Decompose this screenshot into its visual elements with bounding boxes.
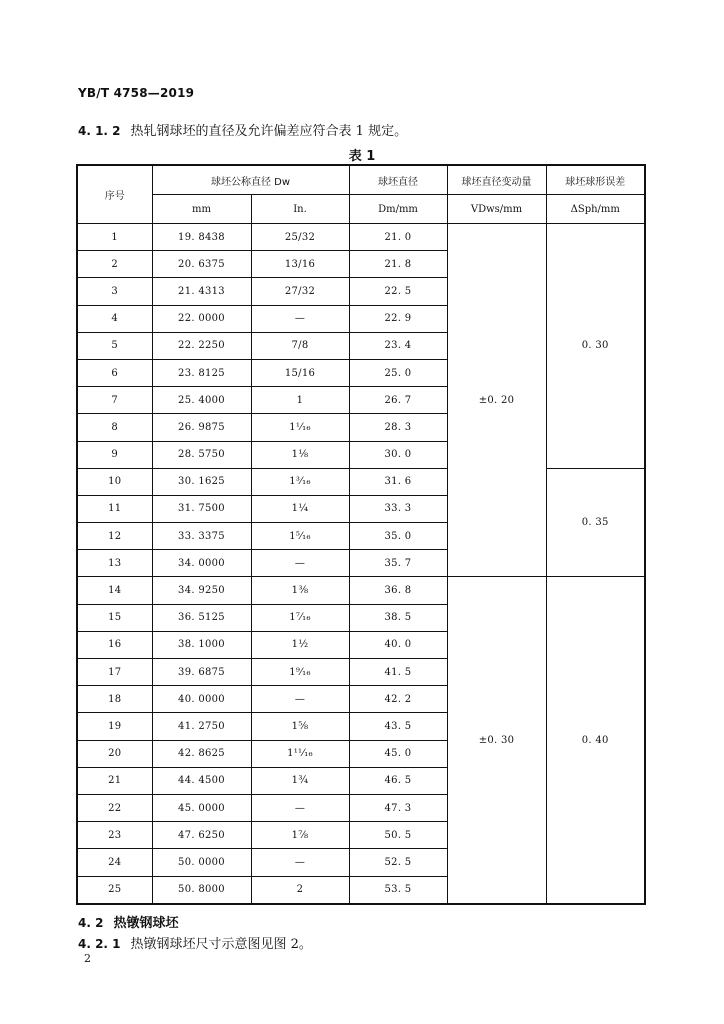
cell-blank-diameter: 40. 0 (349, 631, 447, 658)
cell-nominal-inch: 1½ (251, 631, 349, 658)
cell-seq: 4 (77, 305, 152, 332)
cell-nominal-mm: 42. 8625 (152, 740, 251, 767)
cell-nominal-mm: 39. 6875 (152, 659, 251, 686)
cell-nominal-mm: 25. 4000 (152, 387, 251, 414)
clause-number: 4. 2. 1 (78, 937, 121, 951)
cell-seq: 9 (77, 441, 152, 468)
cell-nominal-mm: 19. 8438 (152, 224, 251, 251)
cell-blank-diameter: 28. 3 (349, 414, 447, 441)
cell-seq: 11 (77, 495, 152, 522)
clause-heading: 热镦钢球坯 (113, 916, 179, 931)
cell-nominal-mm: 47. 6250 (152, 822, 251, 849)
cell-nominal-mm: 20. 6375 (152, 251, 251, 278)
cell-nominal-inch: 1⁹⁄₁₆ (251, 659, 349, 686)
cell-nominal-mm: 28. 5750 (152, 441, 251, 468)
clause-text: 热镦钢球坯尺寸示意图见图 2。 (130, 937, 312, 952)
cell-nominal-inch: — (251, 686, 349, 713)
cell-blank-diameter: 33. 3 (349, 495, 447, 522)
clause-number: 4. 1. 2 (78, 124, 121, 138)
table-row (77, 468, 645, 495)
table-row (77, 224, 645, 251)
cell-seq: 25 (77, 876, 152, 904)
subheader-variation-unit: VDws/mm (447, 195, 546, 224)
header-nominal-diameter: 球坯公称直径 Dw (152, 165, 349, 195)
cell-nominal-inch: 1⅜ (251, 577, 349, 604)
cell-nominal-mm: 50. 8000 (152, 876, 251, 904)
cell-nominal-inch: 1⅛ (251, 441, 349, 468)
cell-nominal-inch: 13/16 (251, 251, 349, 278)
cell-nominal-mm: 22. 2250 (152, 332, 251, 359)
cell-seq: 10 (77, 468, 152, 495)
cell-blank-diameter: 22. 5 (349, 278, 447, 305)
cell-blank-diameter: 35. 0 (349, 523, 447, 550)
cell-nominal-inch: 1⅞ (251, 822, 349, 849)
cell-nominal-inch: 1 (251, 387, 349, 414)
cell-seq: 13 (77, 550, 152, 577)
cell-blank-diameter: 52. 5 (349, 849, 447, 876)
cell-seq: 15 (77, 604, 152, 631)
subheader-form-error-unit: ΔSph/mm (546, 195, 645, 224)
cell-seq: 22 (77, 794, 152, 821)
cell-nominal-inch: — (251, 794, 349, 821)
cell-blank-diameter: 21. 8 (349, 251, 447, 278)
cell-blank-diameter: 31. 6 (349, 468, 447, 495)
cell-nominal-mm: 31. 7500 (152, 495, 251, 522)
cell-blank-diameter: 50. 5 (349, 822, 447, 849)
header-diameter-variation: 球坯直径变动量 (447, 165, 546, 195)
cell-blank-diameter: 36. 8 (349, 577, 447, 604)
cell-nominal-mm: 50. 0000 (152, 849, 251, 876)
header-form-error: 球坯球形误差 (546, 165, 645, 195)
cell-nominal-inch: 1¼ (251, 495, 349, 522)
table-body (77, 224, 645, 904)
cell-form-error: 0. 30 (546, 224, 645, 469)
cell-seq: 20 (77, 740, 152, 767)
cell-nominal-mm: 21. 4313 (152, 278, 251, 305)
cell-nominal-inch: — (251, 550, 349, 577)
cell-nominal-inch: 1¹¹⁄₁₆ (251, 740, 349, 767)
cell-nominal-inch: 1¹⁄₁₆ (251, 414, 349, 441)
cell-blank-diameter: 25. 0 (349, 359, 447, 386)
cell-blank-diameter: 45. 0 (349, 740, 447, 767)
cell-nominal-inch: — (251, 305, 349, 332)
table-row (77, 577, 645, 604)
cell-nominal-inch: 1³⁄₁₆ (251, 468, 349, 495)
subheader-row (77, 195, 645, 224)
subheader-blank-diameter-unit: Dm/mm (349, 195, 447, 224)
cell-nominal-mm: 38. 1000 (152, 631, 251, 658)
cell-blank-diameter: 42. 2 (349, 686, 447, 713)
cell-nominal-mm: 34. 9250 (152, 577, 251, 604)
cell-seq: 3 (77, 278, 152, 305)
cell-blank-diameter: 35. 7 (349, 550, 447, 577)
cell-nominal-inch: 25/32 (251, 224, 349, 251)
page-number: 2 (84, 952, 91, 965)
clause-text: 热轧钢球坯的直径及允许偏差应符合表 1 规定。 (130, 124, 408, 139)
cell-nominal-inch: 15/16 (251, 359, 349, 386)
cell-seq: 19 (77, 713, 152, 740)
cell-seq: 16 (77, 631, 152, 658)
cell-seq: 12 (77, 523, 152, 550)
cell-form-error: 0. 35 (546, 468, 645, 577)
cell-nominal-mm: 40. 0000 (152, 686, 251, 713)
cell-nominal-mm: 45. 0000 (152, 794, 251, 821)
cell-blank-diameter: 30. 0 (349, 441, 447, 468)
cell-form-error: 0. 40 (546, 577, 645, 904)
cell-blank-diameter: 43. 5 (349, 713, 447, 740)
cell-seq: 8 (77, 414, 152, 441)
cell-nominal-mm: 41. 2750 (152, 713, 251, 740)
clause-4-1-2 (78, 120, 407, 139)
clause-4-2-1 (78, 933, 312, 952)
cell-nominal-mm: 22. 0000 (152, 305, 251, 332)
cell-nominal-mm: 23. 8125 (152, 359, 251, 386)
cell-nominal-mm: 36. 5125 (152, 604, 251, 631)
standard-code: YB/T 4758—2019 (78, 86, 195, 100)
cell-nominal-inch: 1⅝ (251, 713, 349, 740)
header-row (77, 165, 645, 195)
cell-nominal-inch: — (251, 849, 349, 876)
cell-seq: 5 (77, 332, 152, 359)
cell-nominal-mm: 34. 0000 (152, 550, 251, 577)
cell-blank-diameter: 53. 5 (349, 876, 447, 904)
cell-seq: 6 (77, 359, 152, 386)
cell-blank-diameter: 23. 4 (349, 332, 447, 359)
cell-seq: 21 (77, 767, 152, 794)
cell-diameter-variation: ±0. 20 (447, 224, 546, 577)
cell-seq: 1 (77, 224, 152, 251)
subheader-inch: In. (251, 195, 349, 224)
cell-nominal-inch: 7/8 (251, 332, 349, 359)
subheader-mm: mm (152, 195, 251, 224)
cell-seq: 2 (77, 251, 152, 278)
cell-nominal-inch: 27/32 (251, 278, 349, 305)
table-caption: 表 1 (348, 149, 376, 164)
cell-seq: 24 (77, 849, 152, 876)
cell-nominal-inch: 2 (251, 876, 349, 904)
cell-seq: 17 (77, 659, 152, 686)
cell-seq: 14 (77, 577, 152, 604)
cell-seq: 18 (77, 686, 152, 713)
cell-nominal-inch: 1¾ (251, 767, 349, 794)
cell-nominal-mm: 26. 9875 (152, 414, 251, 441)
header-blank-diameter: 球坯直径 (349, 165, 447, 195)
cell-blank-diameter: 21. 0 (349, 224, 447, 251)
clause-4-2 (78, 912, 178, 931)
cell-nominal-inch: 1⁵⁄₁₆ (251, 523, 349, 550)
cell-blank-diameter: 41. 5 (349, 659, 447, 686)
clause-number: 4. 2 (78, 916, 104, 930)
ball-blank-spec-table (76, 164, 646, 905)
cell-nominal-mm: 44. 4500 (152, 767, 251, 794)
cell-blank-diameter: 47. 3 (349, 794, 447, 821)
cell-nominal-mm: 30. 1625 (152, 468, 251, 495)
cell-blank-diameter: 22. 9 (349, 305, 447, 332)
cell-blank-diameter: 38. 5 (349, 604, 447, 631)
header-seq: 序号 (77, 165, 152, 224)
cell-diameter-variation: ±0. 30 (447, 577, 546, 904)
cell-nominal-mm: 33. 3375 (152, 523, 251, 550)
cell-seq: 23 (77, 822, 152, 849)
cell-nominal-inch: 1⁷⁄₁₆ (251, 604, 349, 631)
cell-seq: 7 (77, 387, 152, 414)
cell-blank-diameter: 46. 5 (349, 767, 447, 794)
cell-blank-diameter: 26. 7 (349, 387, 447, 414)
